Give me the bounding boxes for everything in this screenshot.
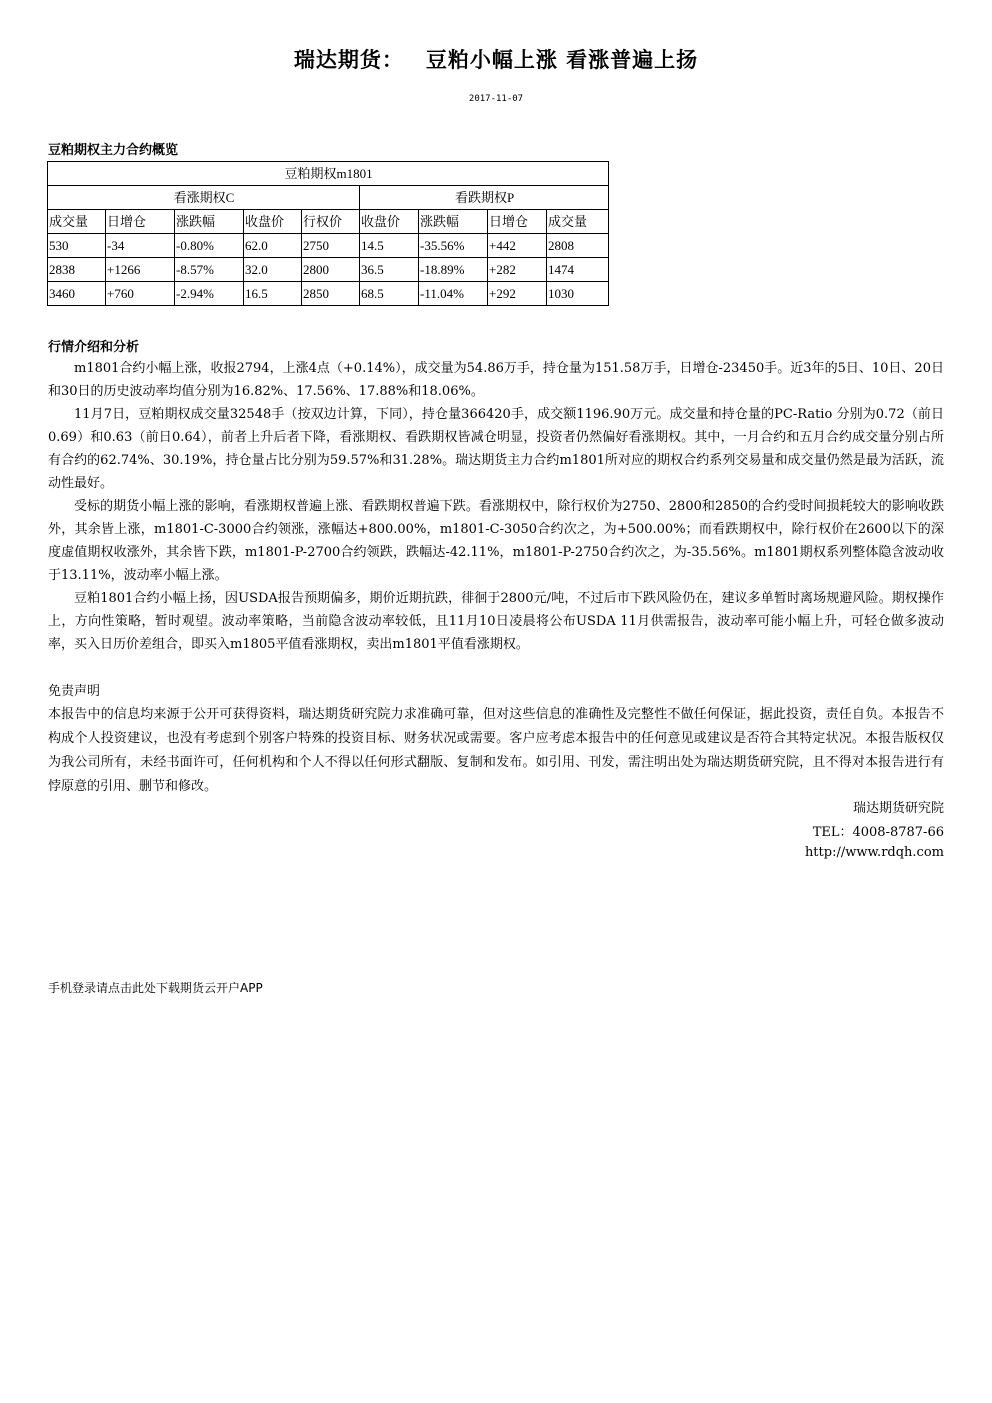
analysis-body — [48, 357, 944, 656]
table-cell: 2850 — [302, 282, 360, 306]
page-title — [0, 44, 992, 74]
column-header: 涨跌幅 — [419, 210, 488, 234]
table-cell: 32.0 — [244, 258, 302, 282]
app-download-link[interactable]: 手机登录请点击此处下载期货云开户APP — [48, 981, 263, 995]
column-header: 行权价 — [302, 210, 360, 234]
table-cell: +760 — [106, 282, 175, 306]
disclaimer-title: 免责声明 — [48, 684, 101, 699]
column-header: 收盘价 — [360, 210, 419, 234]
table-cell: -0.80% — [175, 234, 244, 258]
column-header: 日增仓 — [488, 210, 547, 234]
org-phone: TEL：4008-8787-66 — [812, 825, 944, 840]
table-cell: 2750 — [302, 234, 360, 258]
table-caption-row — [48, 162, 609, 186]
table-cell: 68.5 — [360, 282, 419, 306]
column-header: 成交量 — [48, 210, 106, 234]
table-cell: 1030 — [547, 282, 609, 306]
table-cell: 2808 — [547, 234, 609, 258]
table-cell: 1474 — [547, 258, 609, 282]
table-caption: 豆粕期权m1801 — [48, 162, 609, 186]
table-cell: -35.56% — [419, 234, 488, 258]
table-header-row — [48, 210, 609, 234]
table-cell: +1266 — [106, 258, 175, 282]
table-cell: +292 — [488, 282, 547, 306]
analysis-paragraph: m1801合约小幅上涨，收报2794，上涨4点（+0.14%），成交量为54.86万手，持仓量为151.58万手，日增仓-23450手。近3年的5日、10日、20日和30日的历史波动率均值分别为16.82%、17.56%、17.88%和18.06%。 — [48, 361, 944, 399]
org-name: 瑞达期货研究院 — [852, 801, 944, 816]
table-cell: -34 — [106, 234, 175, 258]
table-cell: -11.04% — [419, 282, 488, 306]
column-header: 成交量 — [547, 210, 609, 234]
disclaimer-text: 本报告中的信息均来源于公开可获得资料，瑞达期货研究院力求准确可靠，但对这些信息的准确性及完整性不做任何保证，据此投资，责任自负。本报告不构成个人投资建议，也没有考虑到个别客户特殊的投资目标、财务状况或需要。客户应考虑本报告中的任何意见或建议是否符合其特定状况。本报告版权仅为我公司所有，未经书面许可，任何机构和个人不得以任何形式翻版、复制和发布。如引用、刊发，需注明出处为瑞达期货研究院，且不得对本报告进行有悖原意的引用、删节和修改。 — [48, 707, 944, 794]
table-row — [48, 282, 609, 306]
analysis-paragraph: 11月7日，豆粕期权成交量32548手（按双边计算，下同），持仓量366420手，成交额1196.90万元。成交量和持仓量的PC-Ratio 分别为0.72（前日0.69）和0.63（前日0.64），前者上升后者下降，看涨期权、看跌期权皆减仓明显，投资者仍然偏好看涨期权。其中，一月合约和五月合约成交量分别占所有合约的62.74%、30.19%，持仓量占比分别为59.57%和31.28%。瑞达期货主力合约m1801所对应的期权合约系列交易量和成交量仍然是最为活跃，流动性最好。 — [48, 407, 944, 491]
column-header: 收盘价 — [244, 210, 302, 234]
put-header: 看跌期权P — [360, 186, 609, 210]
table-cell: 3460 — [48, 282, 106, 306]
title-left: 瑞达期货： — [293, 48, 404, 72]
table-cell: +282 — [488, 258, 547, 282]
org-website-link[interactable]: http://www.rdqh.com — [804, 845, 944, 860]
table-group-row — [48, 186, 609, 210]
title-right: 豆粕小幅上涨 看涨普遍上扬 — [425, 48, 699, 72]
section-heading-analysis: 行情介绍和分析 — [48, 340, 140, 355]
table-cell: -2.94% — [175, 282, 244, 306]
table-cell: 36.5 — [360, 258, 419, 282]
table-row — [48, 234, 609, 258]
analysis-paragraph: 受标的期货小幅上涨的影响，看涨期权普遍上涨、看跌期权普遍下跌。看涨期权中，除行权价为2750、2800和2850的合约受时间损耗较大的影响收跌外，其余皆上涨，m1801-C-3000合约领涨，涨幅达+800.00%，m1801-C-3050合约次之，为+500.00%；而看跌期权中，除行权价在2600以下的深度虚值期权收涨外，其余皆下跌，m1801-P-2700合约领跌，跌幅达-42.11%，m1801-P-2750合约次之，为-35.56%。m1801期权系列整体隐含波动收于13.11%，波动率小幅上涨。 — [48, 499, 944, 583]
table-cell: 14.5 — [360, 234, 419, 258]
call-header: 看涨期权C — [48, 186, 360, 210]
table-cell: 62.0 — [244, 234, 302, 258]
column-header: 日增仓 — [106, 210, 175, 234]
table-cell: 16.5 — [244, 282, 302, 306]
table-cell: -18.89% — [419, 258, 488, 282]
section-heading-overview: 豆粕期权主力合约概览 — [48, 143, 179, 158]
column-header: 涨跌幅 — [175, 210, 244, 234]
table-cell: -8.57% — [175, 258, 244, 282]
table-cell: +442 — [488, 234, 547, 258]
analysis-paragraph: 豆粕1801合约小幅上扬，因USDA报告预期偏多，期价近期抗跌，徘徊于2800元/吨，不过后市下跌风险仍在，建议多单暂时离场规避风险。期权操作上，方向性策略，暂时观望。波动率策略，当前隐含波动率较低，且11月10日凌晨将公布USDA 11月供需报告，波动率可能小幅上升，可轻仓做多波动率，买入日历价差组合，即买入m1805平值看涨期权，卖出m1801平值看涨期权。 — [48, 591, 944, 652]
options-table — [47, 161, 609, 306]
report-date: 2017-11-07 — [468, 94, 524, 104]
table-cell: 530 — [48, 234, 106, 258]
table-cell: 2800 — [302, 258, 360, 282]
table-cell: 2838 — [48, 258, 106, 282]
table-row — [48, 258, 609, 282]
